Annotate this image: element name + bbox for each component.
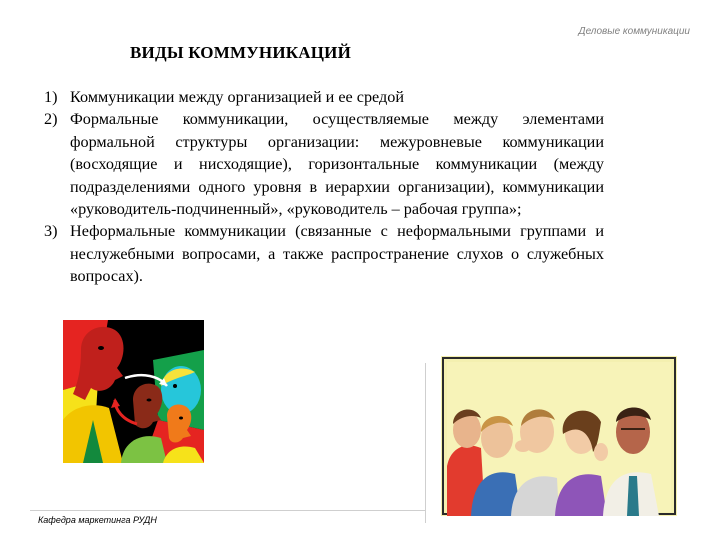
footer-divider	[30, 510, 425, 511]
slide-title: ВИДЫ КОММУНИКАЦИЙ	[130, 43, 352, 62]
list-item-text: Коммуникации между организацией и ее средой	[70, 88, 405, 106]
vertical-divider	[425, 363, 426, 523]
list-item-number: 2)	[44, 110, 58, 129]
list-item	[44, 86, 604, 108]
list-item-number: 1)	[44, 88, 58, 106]
communication-heads-image	[63, 320, 204, 463]
list-item-text: Формальные коммуникации, осуществляемые между элементами формальной структуры организации: межуровневые коммуникации (восходящие и нисходящие), горизонтальные коммуникации (между подразделениями одного уровня в иерархии организации), коммуникации «руководитель-подчиненный», «руководитель – рабочая группа»;	[70, 110, 604, 219]
footer-text: Кафедра маркетинга РУДН	[38, 515, 157, 525]
list-item-text: Неформальные коммуникации (связанные с неформальными группами и неслужебными вопросами, а также распространение слухов о служебных вопросах).	[70, 222, 604, 286]
whispering-people-image	[441, 356, 677, 516]
list-item	[44, 220, 604, 287]
header-caption: Деловые коммуникации	[578, 26, 690, 37]
communication-types-list	[44, 86, 604, 288]
list-item	[44, 108, 604, 220]
list-item-number: 3)	[44, 222, 58, 241]
